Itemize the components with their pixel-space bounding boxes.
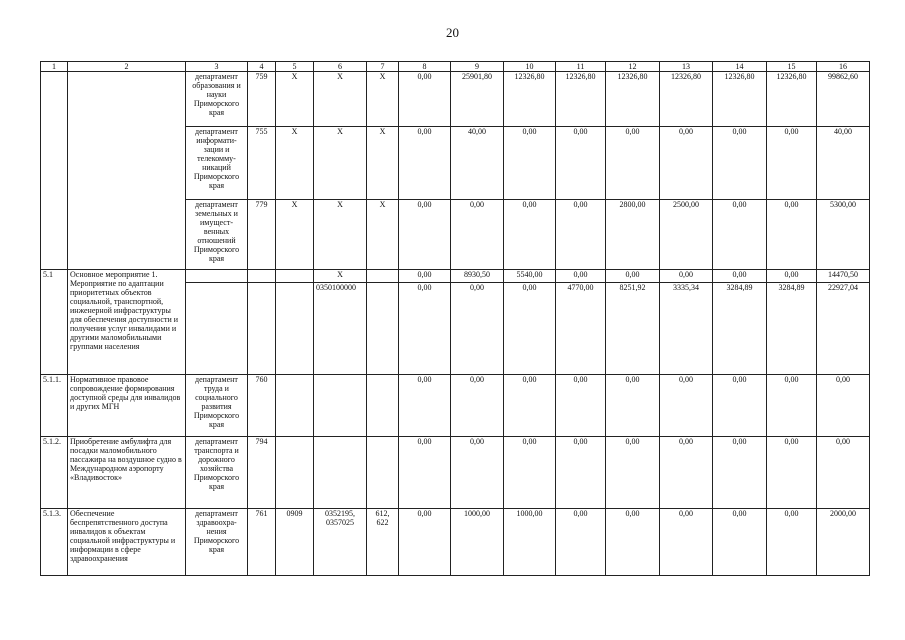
row-number-cell: 5.1: [41, 270, 68, 375]
code-cell: X: [314, 200, 367, 270]
code-cell: [367, 437, 399, 509]
value-cell: 0,00: [556, 375, 606, 437]
row-number-cell: 5.1.2.: [41, 437, 68, 509]
value-cell: 0,00: [767, 375, 817, 437]
value-cell: 0,00: [713, 270, 767, 283]
value-cell: 0,00: [556, 270, 606, 283]
executor-cell: [186, 270, 248, 283]
code-cell: 794: [248, 437, 276, 509]
row-number-cell: 5.1.1.: [41, 375, 68, 437]
code-cell: X: [367, 127, 399, 200]
row-number-cell: [41, 72, 68, 270]
value-cell: 0,00: [399, 127, 451, 200]
code-cell: X: [367, 200, 399, 270]
executor-cell: [186, 283, 248, 375]
col-header: 12: [606, 62, 660, 72]
col-header: 7: [367, 62, 399, 72]
column-number-row: [41, 62, 870, 72]
value-cell: 0,00: [451, 437, 504, 509]
value-cell: 0,00: [606, 509, 660, 576]
value-cell: 12326,80: [606, 72, 660, 127]
code-cell: [248, 283, 276, 375]
activity-name-cell: Основное мероприятие 1. Мероприятие по адаптации приоритетных объектов социальной, транспортной, инженерной инфраструктуры для обеспечения доступности и получения услуг инвалидами и другими маломобильными группами населения: [68, 270, 186, 375]
activity-name-cell: Приобретение амбулифта для посадки маломобильного пассажира на воздушное судно в Международном аэропорту «Владивосток»: [68, 437, 186, 509]
value-cell: 5300,00: [817, 200, 870, 270]
table-row: [41, 270, 870, 283]
code-cell: X: [314, 72, 367, 127]
value-cell: 0,00: [817, 437, 870, 509]
value-cell: 8930,50: [451, 270, 504, 283]
code-cell: 755: [248, 127, 276, 200]
code-cell: 0909: [276, 509, 314, 576]
code-cell: 759: [248, 72, 276, 127]
value-cell: 0,00: [399, 509, 451, 576]
activity-name-cell: Нормативное правовое сопровождение формирования доступной среды для инвалидов и других МГН: [68, 375, 186, 437]
value-cell: 0,00: [556, 127, 606, 200]
value-cell: 0,00: [713, 200, 767, 270]
code-cell: [367, 375, 399, 437]
page-number: 20: [446, 25, 459, 40]
value-cell: 0,00: [399, 200, 451, 270]
code-cell: X: [367, 72, 399, 127]
code-cell: X: [276, 200, 314, 270]
col-header: 14: [713, 62, 767, 72]
value-cell: 0,00: [713, 127, 767, 200]
executor-cell: департамент труда и социального развития Приморского края: [186, 375, 248, 437]
value-cell: 1000,00: [451, 509, 504, 576]
code-cell: X: [314, 270, 367, 283]
value-cell: 1000,00: [504, 509, 556, 576]
value-cell: 0,00: [660, 437, 713, 509]
value-cell: 0,00: [399, 437, 451, 509]
value-cell: 12326,80: [767, 72, 817, 127]
value-cell: 0,00: [504, 127, 556, 200]
value-cell: 0,00: [399, 270, 451, 283]
value-cell: 4770,00: [556, 283, 606, 375]
code-cell: X: [314, 127, 367, 200]
value-cell: 0,00: [556, 200, 606, 270]
table-row: [41, 509, 870, 576]
code-cell: 612, 622: [367, 509, 399, 576]
value-cell: 0,00: [451, 375, 504, 437]
col-header: 13: [660, 62, 713, 72]
code-cell: 0352195, 0357025: [314, 509, 367, 576]
value-cell: 0,00: [504, 283, 556, 375]
value-cell: 0,00: [399, 375, 451, 437]
value-cell: 0,00: [660, 375, 713, 437]
value-cell: 12326,80: [504, 72, 556, 127]
activity-name-cell: [68, 72, 186, 270]
value-cell: 2000,00: [817, 509, 870, 576]
value-cell: 40,00: [451, 127, 504, 200]
value-cell: 0,00: [767, 437, 817, 509]
col-header: 4: [248, 62, 276, 72]
value-cell: 12326,80: [660, 72, 713, 127]
value-cell: 0,00: [606, 375, 660, 437]
value-cell: 0,00: [504, 437, 556, 509]
code-cell: 0350100000: [314, 283, 367, 375]
executor-cell: департамент информати-зации и телекомму-никаций Приморского края: [186, 127, 248, 200]
value-cell: 0,00: [817, 375, 870, 437]
budget-table: [40, 61, 870, 576]
value-cell: 8251,92: [606, 283, 660, 375]
code-cell: [276, 270, 314, 283]
value-cell: 14470,50: [817, 270, 870, 283]
code-cell: [248, 270, 276, 283]
code-cell: [276, 283, 314, 375]
col-header: 3: [186, 62, 248, 72]
value-cell: 0,00: [767, 200, 817, 270]
value-cell: 0,00: [504, 375, 556, 437]
value-cell: 25901,80: [451, 72, 504, 127]
col-header: 15: [767, 62, 817, 72]
activity-name-cell: Обеспечение беспрепятственного доступа инвалидов к объектам социальной инфраструктуры и информации в сфере здравоохранения: [68, 509, 186, 576]
value-cell: 0,00: [767, 509, 817, 576]
col-header: 10: [504, 62, 556, 72]
code-cell: [276, 437, 314, 509]
executor-cell: департамент образования и науки Приморского края: [186, 72, 248, 127]
col-header: 1: [41, 62, 68, 72]
table-row: [41, 437, 870, 509]
row-number-cell: 5.1.3.: [41, 509, 68, 576]
value-cell: 0,00: [606, 437, 660, 509]
value-cell: 0,00: [767, 127, 817, 200]
executor-cell: департамент земельных и имущест-венных отношений Приморского края: [186, 200, 248, 270]
col-header: 6: [314, 62, 367, 72]
value-cell: 0,00: [606, 270, 660, 283]
value-cell: 0,00: [713, 509, 767, 576]
value-cell: 0,00: [399, 72, 451, 127]
value-cell: 12326,80: [713, 72, 767, 127]
value-cell: 0,00: [606, 127, 660, 200]
value-cell: 2500,00: [660, 200, 713, 270]
executor-cell: департамент здравоохра-нения Приморского края: [186, 509, 248, 576]
code-cell: 760: [248, 375, 276, 437]
executor-cell: департамент транспорта и дорожного хозяйства Приморского края: [186, 437, 248, 509]
col-header: 8: [399, 62, 451, 72]
value-cell: 99862,60: [817, 72, 870, 127]
value-cell: 22927,04: [817, 283, 870, 375]
code-cell: 779: [248, 200, 276, 270]
value-cell: 0,00: [660, 270, 713, 283]
col-header: 11: [556, 62, 606, 72]
value-cell: 0,00: [767, 270, 817, 283]
code-cell: [314, 437, 367, 509]
code-cell: [367, 283, 399, 375]
value-cell: 3284,89: [713, 283, 767, 375]
value-cell: 3284,89: [767, 283, 817, 375]
value-cell: 2800,00: [606, 200, 660, 270]
value-cell: 12326,80: [556, 72, 606, 127]
code-cell: 761: [248, 509, 276, 576]
col-header: 2: [68, 62, 186, 72]
value-cell: 0,00: [504, 200, 556, 270]
value-cell: 0,00: [451, 200, 504, 270]
value-cell: 3335,34: [660, 283, 713, 375]
value-cell: 0,00: [713, 437, 767, 509]
code-cell: X: [276, 72, 314, 127]
col-header: 9: [451, 62, 504, 72]
value-cell: 40,00: [817, 127, 870, 200]
code-cell: [276, 375, 314, 437]
code-cell: X: [276, 127, 314, 200]
value-cell: 0,00: [399, 283, 451, 375]
table-row: [41, 375, 870, 437]
code-cell: [367, 270, 399, 283]
value-cell: 0,00: [451, 283, 504, 375]
value-cell: 0,00: [660, 509, 713, 576]
value-cell: 5540,00: [504, 270, 556, 283]
value-cell: 0,00: [713, 375, 767, 437]
value-cell: 0,00: [556, 437, 606, 509]
value-cell: 0,00: [660, 127, 713, 200]
table-row: [41, 72, 870, 127]
value-cell: 0,00: [556, 509, 606, 576]
col-header: 5: [276, 62, 314, 72]
col-header: 16: [817, 62, 870, 72]
code-cell: [314, 375, 367, 437]
